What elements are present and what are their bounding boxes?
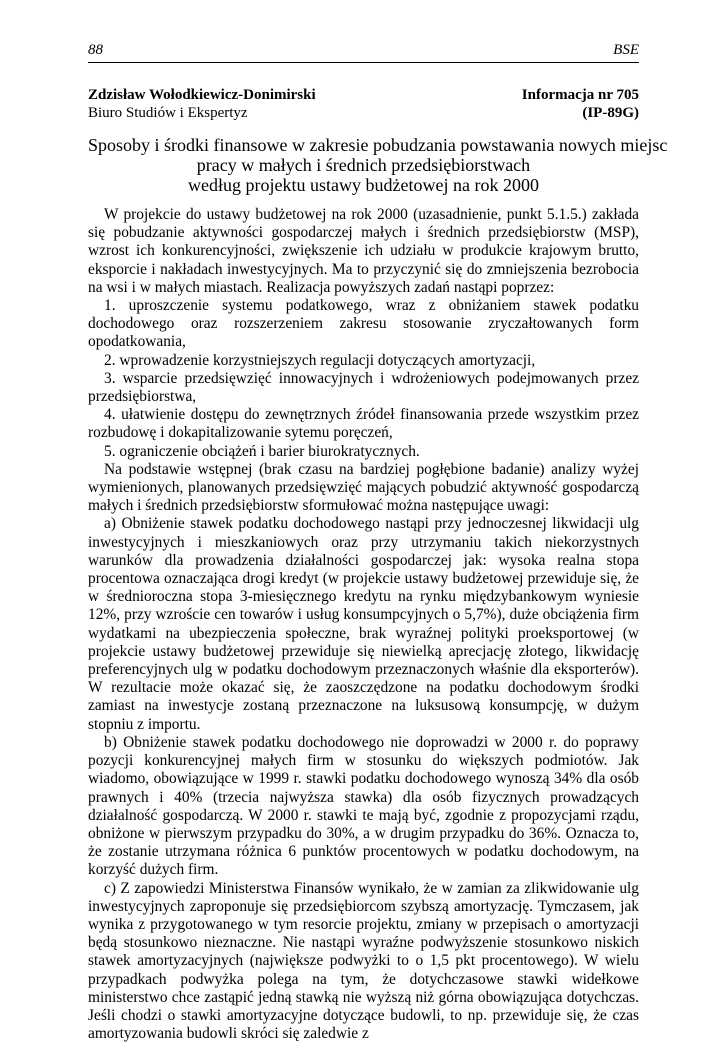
- title-line: pracy w małych i średnich przedsiębiorstwach: [196, 155, 531, 175]
- list-item-4: 4. ułatwienie dostępu do zewnętrznych źródeł finansowania przede wszystkim przez rozbudowę i dokapitalizowanie sytemu poręczeń,: [88, 406, 639, 442]
- list-item-5: 5. ograniczenie obciążeń i barier biurokratycznych.: [104, 442, 420, 460]
- meta-row-office: [88, 104, 639, 122]
- list-item-3: 3. wsparcie przedsięwzięć innowacyjnych i wdrożeniowych podejmowanych przez przedsiębiorstwa,: [88, 369, 639, 406]
- title-line: według projektu ustawy budżetowej na rok 2000: [188, 175, 539, 195]
- journal-name: BSE: [613, 42, 639, 58]
- header-divider: [88, 62, 639, 63]
- info-number: Informacja nr 705: [521, 87, 639, 103]
- document-code: (IP-89G): [582, 105, 639, 121]
- office-name: Biuro Studiów i Ekspertyz: [88, 105, 248, 121]
- paragraph-intro: W projekcie do ustawy budżetowej na rok 2000 (uzasadnienie, punkt 5.1.5.) zakłada się pobudzanie aktywności gospodarczej małych i średnich przedsiębiorstw (MSP), wzrost ich konkurencyjności, zwiększenie ich udziału w produkcie krajowym brutto, eksporcie i nakładach inwestycyjnych. Ma to przyczynić się do zmniejszenia bezrobocia na wsi i w małych miastach. Realizacja powyższych zadań nastąpi poprzez:: [88, 206, 639, 296]
- paragraph-point-c: c) Z zapowiedzi Ministerstwa Finansów wynikało, że w zamian za zlikwidowanie ulg inwestycyjnych zaproponuje się przedsiębiorcom szybszą amortyzację. Tymczasem, jak wynika z przygotowanego w tym resorcie projektu, zmiany w przepisach o amortyzacji będą stosunkowo nieznaczne. Nie nastąpi wyraźne podwyższenie stosunkowo niskich stawek amortyzacyjnych (największe podwyżki to o 1,5 pkt procentowego). W wielu przypadkach podwyżka polega na tym, że dotychczasowe stawki widełkowe ministerstwo chce zastąpić jedną stawką nie wyższą niż górna obowiązująca dotychczas. Jeśli chodzi o stawki amortyzacyjne dotyczące budowli, to np. przewiduje się, że czas amortyzowania budowli skróci się zaledwie z: [88, 879, 639, 1043]
- document-meta: [88, 86, 639, 122]
- list-item-1: 1. uproszczenie systemu podatkowego, wraz z obniżaniem stawek podatku dochodowego oraz rozszerzeniem zakresu stosowanie zryczałtowanych form opodatkowania,: [88, 297, 639, 351]
- list-item-2: 2. wprowadzenie korzystniejszych regulacji dotyczących amortyzacji,: [104, 351, 536, 369]
- title-line: Sposoby i środki finansowe w zakresie pobudzania powstawania nowych miejsc: [88, 135, 668, 155]
- author-name: Zdzisław Wołodkiewicz-Donimirski: [88, 87, 316, 103]
- page-number: 88: [88, 42, 103, 58]
- paragraph-point-a: a) Obniżenie stawek podatku dochodowego nastąpi przy jednoczesnej likwidacji ulg inwestycyjnych i mieszkaniowych oraz przy utrzymaniu takich niekorzystnych warunków dla prowadzenia działalności gospodarczej jak: wysoka realna stopa procentowa oznaczająca drogi kredyt (w projekcie ustawy budżetowej przewiduje się, że w średnioroczna stopa 3-miesięcznego kredytu na rynku międzybankowym wyniesie 12%, przy wzroście cen towarów i usług konsumpcyjnych o 5,7%), duże obciążenia firm wydatkami na ubezpieczenia społeczne, brak wyraźnej polityki proeksportowej (w projekcie ustawy budżetowej przewiduje się niewielką aprecjację złotego, likwidację preferencyjnych ulg w podatku dochodowym przeznaczonych właśnie dla eksporterów). W rezultacie może okazać się, że zaoszczędzone na podatku dochodowym środki zamiast na inwestycje zostaną przeznaczone na luksusową konsumpcję, w dużym stopniu z importu.: [88, 515, 639, 733]
- paragraph-analysis: Na podstawie wstępnej (brak czasu na bardziej pogłębione badanie) analizy wyżej wymienionych, planowanych przedsięwzięć mających pobudzić aktywność gospodarczą małych i średnich przedsiębiorstw sformułować można następujące uwagi:: [88, 460, 639, 515]
- running-header: [88, 42, 639, 62]
- meta-row-author: [88, 86, 639, 104]
- document-body: [88, 206, 639, 1043]
- document-title: [88, 135, 668, 195]
- paragraph-point-b: b) Obniżenie stawek podatku dochodowego nie doprowadzi w 2000 r. do poprawy pozycji konkurencyjnej małych firm w stosunku do większych podmiotów. Jak wiadomo, obowiązujące w 1999 r. stawki podatku dochodowego wynoszą 34% dla osób prawnych i 40% (trzecia najwyższa stawka) dla osób fizycznych prowadzących działalność gospodarczą. W 2000 r. stawki te mają być, zgodnie z propozycjami rządu, obniżone w pierwszym przypadku do 30%, a w drugim przypadku do 36%. Oznacza to, że zostanie utrzymana różnica 6 punktów procentowych w podatku dochodowym, na korzyść dużych firm.: [88, 733, 639, 879]
